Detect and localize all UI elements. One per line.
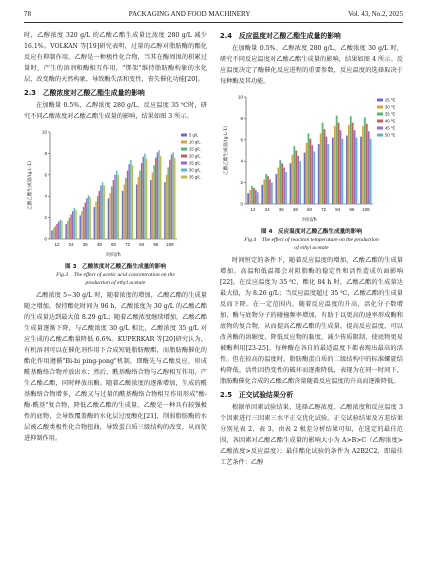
bar	[114, 175, 115, 239]
bar	[146, 159, 147, 239]
bar	[150, 180, 151, 239]
section-heading-2-4: 2.4 反应温度对乙酸乙酯生成量的影响	[220, 32, 341, 40]
y-tick-label: 6	[240, 137, 243, 143]
y-tick-label: 4	[44, 193, 47, 199]
y-tick-label: 0	[240, 201, 243, 207]
bar	[356, 138, 358, 204]
legend-swatch	[377, 127, 383, 130]
bar	[290, 163, 292, 204]
bar	[102, 182, 103, 239]
bar	[128, 164, 129, 239]
bar	[108, 198, 109, 239]
bar	[281, 163, 283, 204]
figure-4-svg	[220, 91, 403, 226]
bar	[332, 138, 334, 204]
legend-label: 35 ℃	[385, 111, 396, 117]
y-tick-label: 0	[44, 236, 47, 242]
bar	[69, 218, 70, 239]
bar	[75, 210, 76, 239]
bar	[113, 180, 114, 239]
bar	[58, 222, 59, 239]
bar	[130, 160, 131, 239]
page-header	[24, 8, 403, 20]
figure-3-chart	[24, 126, 207, 261]
x-tick-label: 60	[110, 242, 117, 247]
bar	[136, 184, 137, 239]
x-tick-label: 36	[82, 242, 88, 247]
legend-label: 45 ℃	[385, 125, 396, 131]
header-rule	[24, 22, 403, 23]
y-axis-label: 乙酸乙酯生成量/(g·L-1)	[224, 126, 229, 175]
bar	[174, 158, 175, 239]
y-tick-label: 6	[44, 172, 47, 178]
bar	[292, 155, 294, 204]
bar	[155, 158, 156, 239]
legend-swatch	[181, 141, 187, 144]
bar	[104, 186, 105, 240]
figure-3-svg	[24, 126, 207, 261]
x-tick-label: 36	[278, 207, 284, 212]
bar	[88, 195, 89, 239]
bar	[143, 157, 144, 239]
legend-label: 25 g/L	[189, 160, 201, 166]
bar	[354, 130, 356, 204]
x-tick-label: 72	[125, 242, 131, 247]
y-tick-label: 10	[41, 129, 47, 135]
bar	[255, 190, 257, 204]
legend-label: 50 ℃	[385, 132, 396, 138]
paragraph-2-5: 根据单因素试验结果，选择乙醇浓度、乙酸浓度和反应温度 3 个因素进行三因素三水平正交优化试验。正交试验结果及方差结果分别见表 2、表 3。由表 2 极差分析结果可知，在选定的最佳范围，各因素对乙酸乙酯生成量的影响大小为 A>B>C（乙醇浓度>乙酸浓度>反应温度）；最佳酯化试验的条件为 A2B2C2，即最佳工艺条件：乙醇	[220, 404, 403, 466]
x-tick-label: 108	[362, 207, 370, 212]
bar	[81, 211, 82, 239]
x-tick-label: 48	[96, 242, 102, 247]
legend-swatch	[377, 99, 383, 102]
legend-label: 5 g/L	[189, 132, 199, 138]
bar	[99, 191, 100, 239]
bar	[132, 165, 133, 239]
y-tick-label: 10	[237, 94, 243, 100]
bar	[370, 139, 372, 204]
x-tick-label: 108	[166, 242, 174, 247]
x-tick-label: 84	[335, 207, 341, 212]
bar	[164, 182, 165, 239]
bar	[97, 196, 98, 239]
bar	[352, 123, 354, 204]
legend-swatch	[377, 113, 383, 116]
legend-label: 30 g/L	[189, 167, 201, 173]
figure-3-caption-cn: 图 3 乙酸浓度对乙酸乙酯生成量的影响	[65, 264, 166, 270]
volume-issue: Vol. 43, No.2, 2025	[348, 10, 403, 18]
x-tick-label: 84	[139, 242, 145, 247]
bar	[336, 116, 338, 204]
x-tick-label: 48	[292, 207, 298, 212]
bar	[326, 137, 328, 204]
x-tick-label: 24	[264, 207, 270, 212]
bar	[83, 207, 84, 239]
bar	[253, 188, 255, 204]
figure-4-caption-en-1: Fig.4 The effect of reaction temperature on the production	[244, 237, 379, 243]
x-tick-label: 60	[306, 207, 313, 212]
legend-swatch	[181, 162, 187, 165]
legend-label: 40 ℃	[385, 118, 396, 124]
bar	[308, 133, 310, 204]
legend-swatch	[377, 106, 383, 109]
figure-4-caption-en-2: of ethyl acetate	[294, 245, 329, 251]
bar	[334, 126, 336, 204]
bar	[61, 221, 62, 239]
bar	[311, 145, 313, 204]
figure-3-caption-en-1: Fig.3 The effect of acetic acid concentration on the	[56, 272, 175, 278]
bar	[269, 179, 271, 204]
bar	[158, 150, 159, 239]
bar	[360, 137, 362, 204]
bar	[257, 192, 259, 204]
legend-swatch	[377, 134, 383, 137]
paragraph-top-left: 时，乙醇浓度 320 g/L 的乙酸乙酯生成量比浓度 280 g/L 减少 16.1%。VOLKAN 等[19]研究表明，过量的乙醇对脂肪酶的酯化反应有抑制作用。乙醇是一种极性化合物，当其在酶周围的积累过量时，产生的溶剂和酶相互作用，"绑架"维持脂肪酶构象的水化层，改变酶的天然构象，导致酶失活和变性，丧失催化功能[20]。	[24, 32, 207, 83]
figure-4-caption-cn: 图 4 反应温度对乙酸乙酯生成量的影响	[261, 229, 362, 235]
legend-swatch	[181, 134, 187, 137]
bar	[56, 224, 57, 239]
bar	[122, 191, 123, 239]
bar	[79, 215, 80, 239]
bar	[263, 179, 265, 204]
bar	[267, 176, 269, 204]
legend-label: 25 ℃	[385, 97, 396, 103]
bar	[109, 193, 110, 239]
bar	[116, 171, 117, 239]
bar	[53, 228, 54, 239]
x-tick-label: 24	[68, 242, 74, 247]
section-heading-2-3: 2.3 乙酸浓度对乙酸乙酯生成量的影响	[24, 89, 145, 97]
bar	[172, 152, 173, 239]
y-tick-label: 8	[44, 150, 47, 156]
bar	[86, 198, 87, 239]
bar	[285, 172, 287, 204]
paragraph-2-3: 在加酶量 0.5%、乙醇浓度 280 g/L、反应温度 35 ℃时，研究不同乙酸浓度对乙酸乙酯生成量的影响，结果如图 3 所示。	[24, 102, 207, 120]
bar	[84, 203, 85, 239]
bar	[127, 171, 128, 239]
bar	[60, 220, 61, 239]
bar	[249, 190, 251, 204]
x-tick-label: 12	[54, 242, 60, 247]
legend-swatch	[181, 155, 187, 158]
bar	[277, 168, 279, 204]
bar	[139, 171, 140, 239]
bar	[362, 126, 364, 204]
bar	[72, 211, 73, 239]
x-tick-label: 96	[349, 207, 355, 212]
paragraph-2-4: 在加酶量 0.5%、乙醇浓度 280 g/L、乙酸浓度 30 g/L 时，研究不同反应温度对乙酸乙酯生成量的影响，结果如图 4 所示。反应温度决定了酶催化反应进程的重要参数，反应温度的选择取决于每种酶及其功能。	[220, 45, 403, 85]
bar	[275, 174, 277, 204]
bar	[70, 214, 71, 239]
bar	[95, 202, 96, 239]
x-tick-label: 12	[250, 207, 256, 212]
bar	[348, 125, 350, 204]
bar	[366, 124, 368, 204]
bar	[299, 161, 301, 204]
section-heading-2-5: 2.5 正交试验结果分析	[220, 391, 294, 399]
bar	[123, 184, 124, 239]
legend-label: 10 g/L	[189, 139, 201, 145]
legend-swatch	[181, 148, 187, 151]
legend-label: 30 ℃	[385, 104, 396, 110]
bar	[65, 224, 66, 239]
bar	[89, 197, 90, 239]
left-column	[24, 30, 207, 444]
paragraph-after-figure-4: 时间恒定的条件下，随着反应温度的增加，乙酸乙酯的生成量增加。高温和低温都会对阻脂酶的稳定性和活性造成负面影响[22]。在反应温度为 35 ℃，酯化 84 h 时，乙酸乙酯的生成量达最大值，为 8.26 g/L；当反应温度超过 35 ℃，乙酸乙酯的生成量反而下降。在一定范围内，随着反应温度的升高，活化分子数增加，酶与底物分子的碰撞频率增加，有助于以更高的速率形成酶和底物的复合物，从而提高乙酸乙酯的生成量。提高反应温度，可以改善酶的溶解度，降低反应物的黏度，减少传质限制，使底物更易被酶利用[23-25]。每种酶在各自的最适温度下都表现出最高的活性。但在较高的温度时，脂肪酶蛋白质的二级结构中的标准螺旋结构降低，活性因热变性的破坏而逐渐降低，表现为在同一时间下，脂肪酶催化合成的乙酸乙酯含量随着反应温度的升高而逐渐降低。	[220, 257, 403, 385]
bar	[152, 173, 153, 239]
bar	[171, 154, 172, 239]
bar	[74, 208, 75, 239]
bar	[94, 207, 95, 239]
bar	[310, 139, 312, 204]
bar	[247, 193, 249, 204]
x-tick-label: 72	[321, 207, 327, 212]
page-number: 78	[24, 10, 31, 18]
y-tick-label: 8	[240, 115, 243, 121]
bar	[261, 185, 263, 204]
x-tick-label: 96	[153, 242, 159, 247]
bar	[67, 221, 68, 239]
bar	[368, 131, 370, 204]
bar	[169, 160, 170, 239]
bar	[166, 175, 167, 239]
x-axis-label: 时间/h	[106, 253, 121, 258]
bar	[327, 144, 329, 204]
bar	[346, 136, 348, 204]
bar	[304, 153, 306, 204]
bar	[350, 116, 352, 204]
bar	[271, 183, 273, 204]
bar	[118, 175, 119, 239]
bar	[313, 152, 315, 204]
bar	[338, 123, 340, 204]
bar	[306, 143, 308, 204]
y-tick-label: 2	[240, 180, 243, 186]
legend-label: 15 g/L	[189, 146, 201, 152]
legend-label: 35 g/L	[189, 174, 201, 180]
figure-4-chart	[220, 91, 403, 226]
bar	[157, 152, 158, 239]
bar	[144, 153, 145, 239]
y-tick-label: 2	[44, 215, 47, 221]
bar	[279, 160, 281, 204]
legend-label: 20 g/L	[189, 153, 201, 159]
bar	[125, 178, 126, 239]
legend-swatch	[181, 176, 187, 179]
bar	[51, 230, 52, 239]
bar	[297, 156, 299, 204]
bar	[322, 123, 324, 204]
bar	[295, 151, 297, 205]
figure-3-caption-en-2: production of ethyl acetate	[85, 280, 146, 286]
bar	[265, 174, 267, 204]
paragraph-bottom-left: 乙酸浓度 5~30 g/L 时，随着浓度的增加，乙酸乙酯的生成量随之增加，保持酯化时间为 96 h，乙酸浓度为 30 g/L 的乙酸乙酯的生成量达到最大值 8.29 g/L；随着乙酸浓度继续增加，乙酸乙酯生成量逐渐下降，与乙酸浓度 30 g/L 相比，乙酸浓度 35 g/L 对应生成的乙酸乙酯量降低 6.6%。KUPERKAR 等[20]研究认为，有机溶剂可以在催化剂作用下合成短链脂肪酸酯，而脂肪酶催化的酯化作用遵循"Bi-bi ping-pong"机制，即酶先与乙酸反应，形成酰基酶络合物并放出水；然后，酰基酶络合物与乙醇相互作用，产生乙酸乙酯，同时释放出酶。随着乙酸浓度的逐渐增加，生成的酰基酶络合物增多，乙酸又与过量的酰基酶络合物相互作用形成"酸-酶-酰基"复合物，降低乙酸乙酯的生成量。乙酸是一种具有较强极性的底物，会导致覆盖酶的水化层过度酸化[21]，削弱脂肪酶的水层被乙酸类极性化合物扭曲，导致蛋白质三级结构的改变，从而促进抑制作用。	[24, 292, 207, 442]
legend-swatch	[181, 169, 187, 172]
bar	[318, 144, 320, 204]
bar	[160, 156, 161, 239]
bar	[100, 186, 101, 240]
bar	[324, 129, 326, 204]
bar	[111, 187, 112, 239]
bar	[320, 133, 322, 204]
bar	[55, 226, 56, 239]
bar	[340, 130, 342, 204]
bar	[138, 177, 139, 239]
y-axis-label: 乙酸乙酯生成量/(g·L-1)	[28, 161, 33, 210]
bar	[251, 186, 253, 204]
x-axis-label: 时间/h	[302, 218, 317, 223]
legend-swatch	[377, 120, 383, 123]
bar	[153, 165, 154, 239]
y-tick-label: 4	[240, 158, 243, 164]
bar	[283, 168, 285, 204]
bar	[364, 117, 366, 204]
right-column	[220, 30, 403, 468]
journal-title: PACKAGING AND FOOD MACHINERY	[128, 10, 251, 18]
bar	[293, 146, 295, 204]
bar	[342, 139, 344, 204]
bar	[167, 167, 168, 239]
bar	[141, 163, 142, 239]
